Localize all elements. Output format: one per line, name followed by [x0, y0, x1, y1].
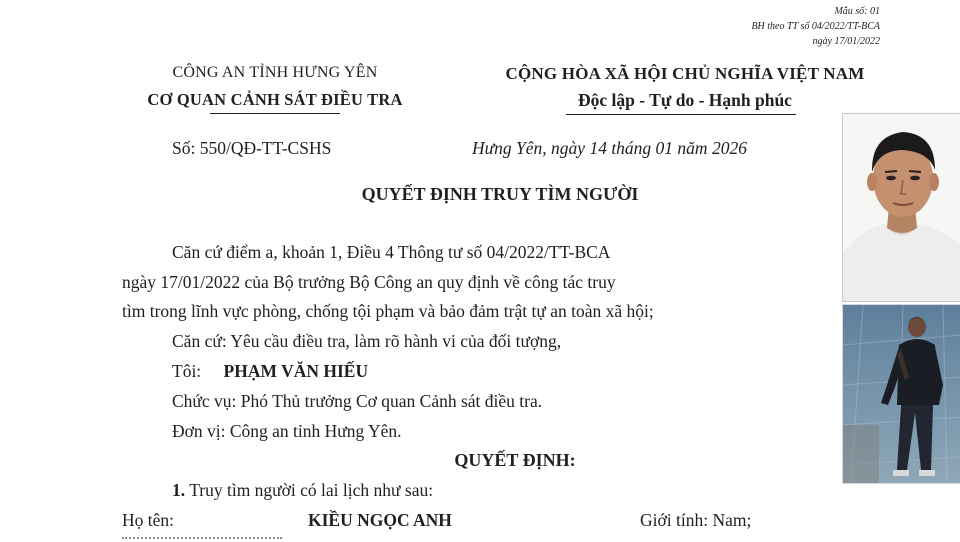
- place-date: Hưng Yên, ngày 14 tháng 01 năm 2026: [472, 138, 747, 158]
- form-reference: [751, 4, 880, 49]
- suspect-portrait-photo: [842, 113, 960, 302]
- wanted-name-label: Họ tên:: [122, 510, 175, 530]
- document-number: Số: 550/QĐ-TT-CSHS: [172, 138, 332, 158]
- wanted-name: KIỀU NGỌC ANH: [308, 510, 452, 530]
- decision-heading: QUYẾT ĐỊNH:: [454, 450, 576, 470]
- item-text: Truy tìm người có lai lịch như sau:: [189, 480, 434, 500]
- cut-off-line: [122, 534, 292, 542]
- wanted-gender: Giới tính: Nam;: [640, 510, 752, 530]
- decision-item-1: [172, 480, 433, 501]
- signer-position: Chức vụ: Phó Thủ trưởng Cơ quan Cảnh sát điều tra.: [172, 391, 543, 411]
- signer-line: [172, 361, 368, 382]
- agency-underline: [210, 113, 340, 114]
- document-title: QUYẾT ĐỊNH TRUY TÌM NGƯỜI: [361, 184, 639, 204]
- cctv-image: [843, 305, 960, 483]
- signer-label: Tôi:: [172, 361, 202, 381]
- legal-basis-line-1: Căn cứ điểm a, khoản 1, Điều 4 Thông tư số 04/2022/TT-BCA: [172, 242, 611, 262]
- portrait-image: [843, 114, 960, 301]
- signer-name: PHẠM VĂN HIẾU: [223, 361, 369, 381]
- suspect-cctv-photo: [842, 304, 960, 484]
- national-motto: Độc lập - Tự do - Hạnh phúc: [578, 90, 792, 110]
- national-title: CỘNG HÒA XÃ HỘI CHỦ NGHĨA VIỆT NAM: [505, 64, 865, 83]
- form-circular: BH theo TT số 04/2022/TT-BCA: [751, 21, 880, 32]
- investigation-basis: Căn cứ: Yêu cầu điều tra, làm rõ hành vi của đối tượng,: [172, 331, 562, 351]
- motto-underline: [566, 114, 796, 115]
- form-date: ngày 17/01/2022: [812, 36, 880, 47]
- legal-basis-line-2: ngày 17/01/2022 của Bộ trưởng Bộ Công an quy định về công tác truy: [122, 272, 616, 292]
- item-number: 1.: [172, 480, 186, 500]
- agency-name: CƠ QUAN CẢNH SÁT ĐIỀU TRA: [147, 90, 403, 109]
- agency-parent: CÔNG AN TỈNH HƯNG YÊN: [172, 64, 378, 81]
- signer-unit: Đơn vị: Công an tỉnh Hưng Yên.: [172, 421, 402, 441]
- form-number: Mẫu số: 01: [834, 6, 880, 17]
- legal-basis-line-3: tìm trong lĩnh vực phòng, chống tội phạm và bảo đảm trật tự an toàn xã hội;: [122, 301, 654, 321]
